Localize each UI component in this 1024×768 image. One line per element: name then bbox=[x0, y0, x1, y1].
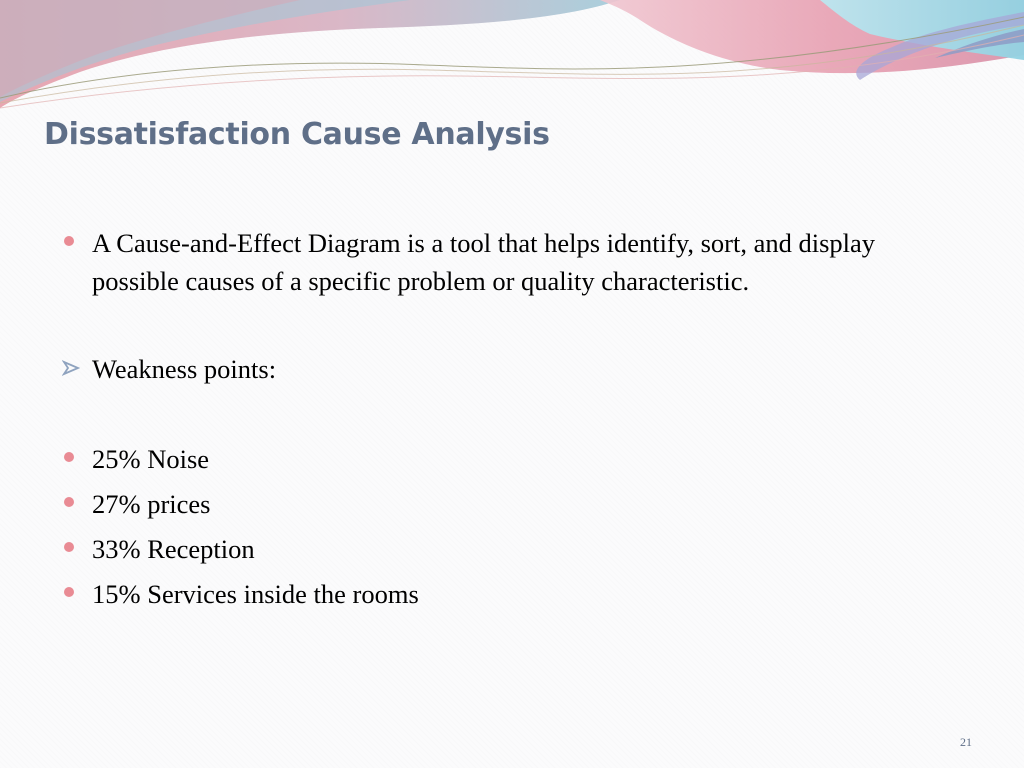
weakness-item bbox=[62, 485, 962, 523]
weakness-item-text: 33% Reception bbox=[92, 534, 255, 564]
arrow-bullet-icon bbox=[62, 360, 80, 376]
decorative-header-waves bbox=[0, 0, 1024, 130]
weakness-item-text: 25% Noise bbox=[92, 444, 210, 474]
weakness-heading bbox=[62, 350, 962, 388]
weakness-item bbox=[62, 530, 962, 568]
spacer bbox=[62, 300, 962, 350]
bullet-dot-icon bbox=[64, 452, 74, 462]
weakness-item-text: 15% Services inside the rooms bbox=[92, 579, 419, 609]
spacer bbox=[62, 388, 962, 440]
bullet-dot-icon bbox=[64, 497, 74, 507]
weakness-item bbox=[62, 440, 962, 478]
intro-paragraph bbox=[62, 224, 962, 300]
slide-title: Dissatisfaction Cause Analysis bbox=[44, 117, 550, 152]
weakness-heading-text: Weakness points: bbox=[92, 354, 277, 384]
bullet-dot-icon bbox=[64, 542, 74, 552]
page-number: 21 bbox=[960, 735, 972, 749]
weakness-item bbox=[62, 575, 962, 613]
slide-content bbox=[62, 224, 962, 620]
weakness-item-text: 27% prices bbox=[92, 489, 211, 519]
bullet-dot-icon bbox=[64, 236, 74, 246]
intro-text: A Cause-and-Effect Diagram is a tool that helps identify, sort, and display possible causes of a specific problem or quality characteristic. bbox=[92, 228, 876, 296]
bullet-dot-icon bbox=[64, 587, 74, 597]
